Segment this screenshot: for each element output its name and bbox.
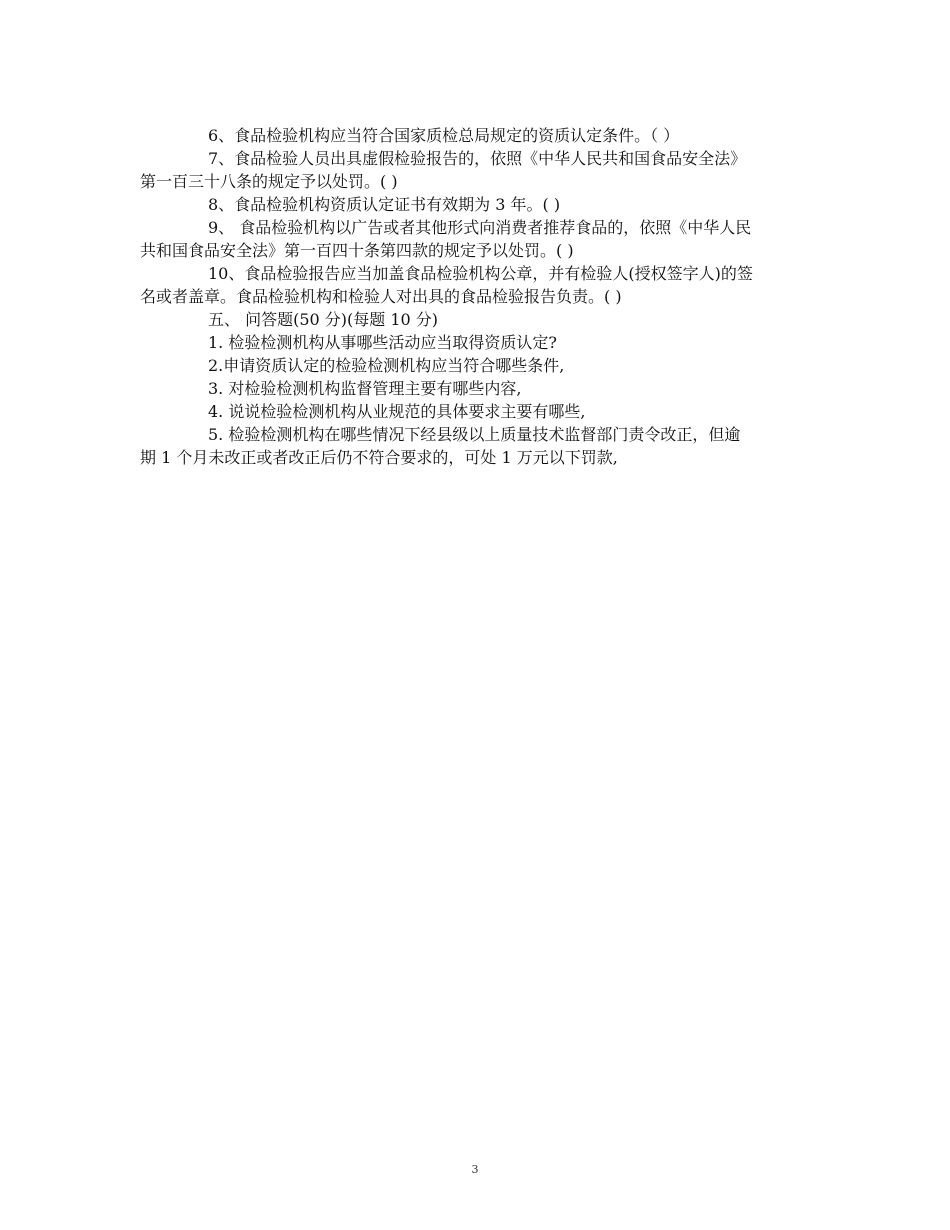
item-6-line-1: 6、食品检验机构应当符合国家质检总局规定的资质认定条件。（ ） — [208, 126, 680, 145]
item-8-line-1: 8、食品检验机构资质认定证书有效期为 3 年。( ) — [208, 195, 561, 214]
item-10-line-1: 10、食品检验报告应当加盖食品检验机构公章，并有检验人(授权签字人)的签 — [208, 264, 753, 283]
question-1: 1. 检验检测机构从事哪些活动应当取得资质认定? — [208, 333, 557, 352]
question-4: 4. 说说检验检测机构从业规范的具体要求主要有哪些, — [208, 402, 586, 421]
question-5-line-2: 期 1 个月未改正或者改正后仍不符合要求的，可处 1 万元以下罚款, — [140, 448, 618, 467]
item-9-line-1: 9、 食品检验机构以广告或者其他形式向消费者推荐食品的，依照《中华人民 — [208, 218, 752, 237]
item-10-line-2: 名或者盖章。食品检验机构和检验人对出具的食品检验报告负责。( ) — [140, 287, 622, 306]
item-7-line-2: 第一百三十八条的规定予以处罚。( ) — [140, 172, 398, 191]
document-body — [140, 123, 810, 468]
question-5-line-1: 5. 检验检测机构在哪些情况下经县级以上质量技术监督部门责令改正，但逾 — [208, 425, 741, 444]
page-number: 3 — [471, 1163, 479, 1176]
section-heading-5: 五、 问答题(50 分)(每题 10 分) — [208, 310, 439, 329]
question-3: 3. 对检验检测机构监督管理主要有哪些内容, — [208, 379, 522, 398]
question-2: 2.申请资质认定的检验检测机构应当符合哪些条件, — [208, 356, 565, 375]
item-9-line-2: 共和国食品安全法》第一百四十条第四款的规定予以处罚。( ) — [140, 241, 574, 260]
item-7-line-1: 7、食品检验人员出具虚假检验报告的，依照《中华人民共和国食品安全法》 — [208, 149, 747, 168]
